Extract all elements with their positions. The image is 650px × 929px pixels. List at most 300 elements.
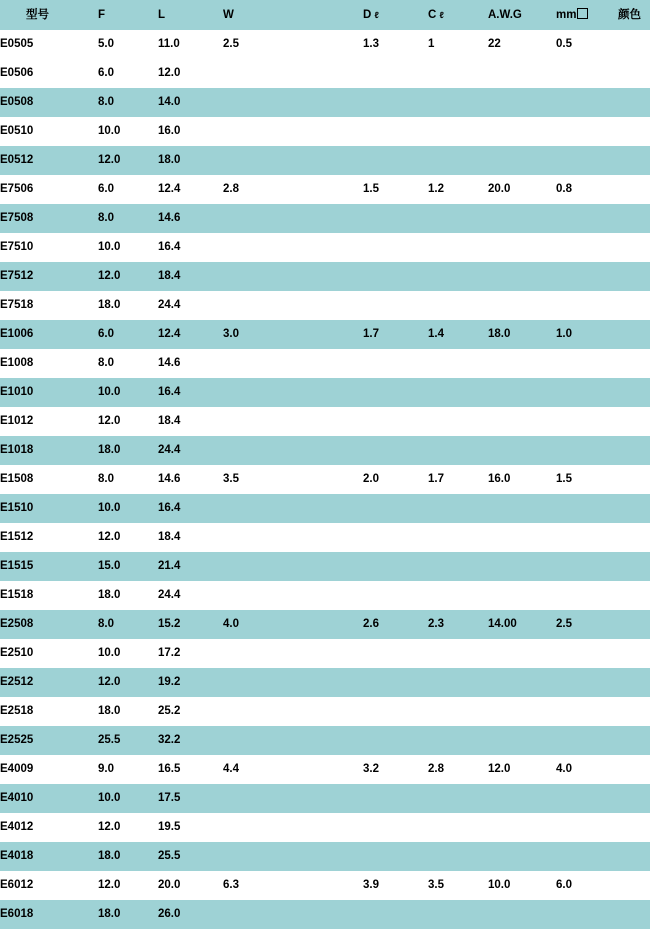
table-cell: 18.0: [98, 705, 121, 717]
table-cell: [428, 900, 488, 929]
table-cell: [223, 494, 363, 523]
table-cell: 32.2: [158, 734, 181, 746]
header-label: W: [223, 9, 234, 21]
table-cell: [556, 262, 618, 291]
table-cell: [428, 291, 488, 320]
table-cell: 2.0: [363, 473, 379, 485]
table-cell: 24.4: [158, 589, 181, 601]
table-cell: [223, 900, 363, 929]
cell-model: E0510: [0, 125, 34, 137]
table-cell: [556, 233, 618, 262]
table-cell: [223, 581, 363, 610]
table-cell: [428, 697, 488, 726]
table-cell: [618, 30, 650, 59]
table-cell: [488, 146, 556, 175]
table-cell: 14.00: [488, 618, 517, 630]
table-cell: [363, 900, 428, 929]
table-cell: 10.0: [488, 879, 511, 891]
table-cell: [363, 204, 428, 233]
table-cell: [556, 668, 618, 697]
cell-model: E1006: [0, 328, 34, 340]
table-cell: [428, 842, 488, 871]
cell-model: E1512: [0, 531, 34, 543]
table-cell: 1.2: [428, 183, 444, 195]
table-cell: [556, 900, 618, 929]
table-cell: [488, 378, 556, 407]
cell-model: E1012: [0, 415, 34, 427]
table-header-row: [0, 0, 650, 30]
cell-model: E0508: [0, 96, 34, 108]
table-cell: 2.3: [428, 618, 444, 630]
table-cell: 14.6: [158, 212, 181, 224]
table-cell: 3.5: [223, 473, 239, 485]
table-cell: 16.0: [488, 473, 511, 485]
table-cell: 8.0: [98, 618, 114, 630]
table-cell: [618, 494, 650, 523]
table-cell: [618, 784, 650, 813]
table-cell: 3.9: [363, 879, 379, 891]
table-cell: [428, 262, 488, 291]
table-cell: 8.0: [98, 212, 114, 224]
cell-model: E4012: [0, 821, 34, 833]
table-cell: [488, 88, 556, 117]
table-cell: 10.0: [98, 125, 121, 137]
table-cell: [556, 842, 618, 871]
table-cell: 12.4: [158, 183, 181, 195]
table-cell: 4.0: [556, 763, 572, 775]
table-cell: [363, 494, 428, 523]
table-cell: [363, 59, 428, 88]
table-cell: 16.4: [158, 502, 181, 514]
table-cell: 26.0: [158, 908, 181, 920]
table-cell: [363, 233, 428, 262]
table-cell: 0.5: [556, 38, 572, 50]
table-row: [0, 291, 650, 320]
table-cell: [363, 523, 428, 552]
cell-model: E2510: [0, 647, 34, 659]
table-cell: [223, 697, 363, 726]
table-cell: [556, 552, 618, 581]
table-cell: [428, 204, 488, 233]
table-cell: [428, 117, 488, 146]
table-cell: [488, 117, 556, 146]
table-cell: [223, 59, 363, 88]
table-cell: 12.0: [98, 531, 121, 543]
table-row: [0, 175, 650, 204]
table-cell: [363, 726, 428, 755]
table-cell: [556, 378, 618, 407]
table-cell: [556, 117, 618, 146]
table-cell: [223, 349, 363, 378]
table-cell: [618, 465, 650, 494]
square-box-icon: [577, 8, 588, 19]
table-cell: 25.5: [158, 850, 181, 862]
table-cell: 11.0: [158, 38, 180, 50]
table-cell: [223, 639, 363, 668]
table-cell: [488, 204, 556, 233]
table-cell: 8.0: [98, 357, 114, 369]
cell-model: E7506: [0, 183, 34, 195]
table-row: [0, 726, 650, 755]
cell-model: E0505: [0, 38, 34, 50]
table-row: [0, 262, 650, 291]
cell-model: E4010: [0, 792, 34, 804]
table-cell: [556, 407, 618, 436]
table-cell: [618, 407, 650, 436]
table-cell: [428, 59, 488, 88]
table-cell: [556, 639, 618, 668]
table-cell: [428, 523, 488, 552]
table-cell: 18.0: [158, 154, 181, 166]
table-cell: [223, 146, 363, 175]
table-cell: [428, 436, 488, 465]
header-c: [428, 0, 488, 30]
table-cell: [618, 523, 650, 552]
cell-model: E1018: [0, 444, 34, 456]
table-cell: [223, 436, 363, 465]
table-cell: [223, 726, 363, 755]
table-cell: 1.7: [363, 328, 379, 340]
table-cell: 6.0: [556, 879, 572, 891]
table-cell: [363, 117, 428, 146]
table-cell: [556, 59, 618, 88]
table-cell: [363, 784, 428, 813]
table-cell: 14.6: [158, 473, 181, 485]
table-cell: 21.4: [158, 560, 181, 572]
table-cell: 12.0: [158, 67, 181, 79]
table-row: [0, 668, 650, 697]
table-cell: 17.5: [158, 792, 181, 804]
table-row: [0, 465, 650, 494]
cell-model: E1515: [0, 560, 34, 572]
table-cell: [556, 88, 618, 117]
table-cell: [488, 436, 556, 465]
table-row: [0, 523, 650, 552]
table-cell: [618, 117, 650, 146]
table-row: [0, 378, 650, 407]
table-cell: 12.4: [158, 328, 181, 340]
table-cell: [618, 88, 650, 117]
table-row: [0, 813, 650, 842]
header-label: F: [98, 9, 106, 21]
cell-model: E2512: [0, 676, 34, 688]
table-cell: 17.2: [158, 647, 181, 659]
table-cell: 2.8: [223, 183, 239, 195]
table-row: [0, 581, 650, 610]
table-cell: 15.2: [158, 618, 181, 630]
table-cell: [363, 291, 428, 320]
table-cell: 2.6: [363, 618, 379, 630]
table-cell: [618, 378, 650, 407]
table-row: [0, 755, 650, 784]
table-cell: [618, 813, 650, 842]
header-awg: [488, 0, 556, 30]
table-cell: [556, 146, 618, 175]
table-cell: 1.3: [363, 38, 379, 50]
header-l: [158, 0, 223, 30]
table-cell: 18.4: [158, 415, 181, 427]
header-model: [0, 0, 98, 30]
table-cell: 12.0: [98, 154, 121, 166]
table-cell: [556, 581, 618, 610]
table-cell: [488, 523, 556, 552]
table-row: [0, 697, 650, 726]
table-cell: 18.0: [98, 589, 121, 601]
header-f: [98, 0, 158, 30]
table-cell: 2.5: [556, 618, 572, 630]
header-label: 颜色: [618, 9, 641, 21]
table-cell: [488, 407, 556, 436]
table-row: [0, 842, 650, 871]
table-cell: [488, 842, 556, 871]
table-cell: 6.0: [98, 67, 114, 79]
table-cell: [618, 291, 650, 320]
table-cell: [618, 610, 650, 639]
table-cell: [223, 88, 363, 117]
table-cell: 1.4: [428, 328, 444, 340]
table-cell: [488, 233, 556, 262]
table-cell: [556, 436, 618, 465]
table-cell: [363, 639, 428, 668]
table-row: [0, 204, 650, 233]
table-cell: [556, 494, 618, 523]
table-cell: [618, 233, 650, 262]
table-cell: 18.4: [158, 270, 181, 282]
cell-model: E1518: [0, 589, 34, 601]
table-cell: [428, 668, 488, 697]
table-cell: [556, 697, 618, 726]
header-label: A.W.G: [488, 9, 522, 21]
table-cell: [223, 784, 363, 813]
table-cell: [223, 523, 363, 552]
table-cell: [618, 697, 650, 726]
table-cell: [363, 813, 428, 842]
table-cell: 12.0: [98, 676, 121, 688]
table-cell: 12.0: [98, 821, 121, 833]
cell-model: E7512: [0, 270, 34, 282]
table-cell: [618, 726, 650, 755]
table-cell: [488, 813, 556, 842]
table-cell: [223, 552, 363, 581]
table-cell: [488, 59, 556, 88]
table-cell: [428, 813, 488, 842]
table-cell: 24.4: [158, 444, 181, 456]
cell-model: E1510: [0, 502, 34, 514]
table-cell: [428, 88, 488, 117]
table-cell: [618, 552, 650, 581]
table-cell: [428, 552, 488, 581]
table-row: [0, 117, 650, 146]
table-body: [0, 30, 650, 929]
cell-model: E1508: [0, 473, 34, 485]
table-cell: [618, 175, 650, 204]
header-label: 型号: [26, 9, 49, 21]
table-cell: [488, 494, 556, 523]
table-cell: [363, 262, 428, 291]
cell-model: E2508: [0, 618, 34, 630]
header-label: L: [158, 9, 166, 21]
table-row: [0, 349, 650, 378]
table-cell: [428, 494, 488, 523]
table-row: [0, 436, 650, 465]
table-cell: [618, 146, 650, 175]
table-cell: 5.0: [98, 38, 114, 50]
table-cell: [488, 552, 556, 581]
table-row: [0, 610, 650, 639]
cell-model: E6012: [0, 879, 34, 891]
table-cell: 1: [428, 38, 435, 50]
table-cell: [488, 697, 556, 726]
table-cell: [618, 204, 650, 233]
table-row: [0, 88, 650, 117]
table-cell: [618, 349, 650, 378]
table-row: [0, 871, 650, 900]
table-cell: 3.0: [223, 328, 239, 340]
table-cell: 18.0: [488, 328, 511, 340]
table-row: [0, 233, 650, 262]
table-cell: [618, 59, 650, 88]
table-cell: [363, 407, 428, 436]
header-mm: [556, 0, 618, 30]
table-cell: [363, 552, 428, 581]
table-cell: [618, 436, 650, 465]
table-cell: 19.2: [158, 676, 181, 688]
table-cell: [488, 726, 556, 755]
cell-model: E7508: [0, 212, 34, 224]
table-cell: [363, 146, 428, 175]
table-cell: [488, 639, 556, 668]
table-cell: 0.8: [556, 183, 572, 195]
table-cell: [618, 320, 650, 349]
table-header: [0, 0, 650, 30]
table-cell: [223, 291, 363, 320]
table-cell: 15.0: [98, 560, 121, 572]
header-subscript: ℓ: [374, 10, 379, 20]
table-cell: [556, 726, 618, 755]
table-cell: [428, 378, 488, 407]
table-cell: [223, 233, 363, 262]
table-cell: [556, 349, 618, 378]
table-cell: [363, 668, 428, 697]
table-row: [0, 320, 650, 349]
table-cell: [428, 639, 488, 668]
table-cell: [223, 204, 363, 233]
table-cell: [618, 842, 650, 871]
cell-model: E6018: [0, 908, 34, 920]
table-cell: 25.2: [158, 705, 181, 717]
table-cell: 3.2: [363, 763, 379, 775]
table-cell: [363, 378, 428, 407]
table-cell: 10.0: [98, 792, 121, 804]
table-cell: [556, 291, 618, 320]
cell-model: E1008: [0, 357, 34, 369]
table-cell: 1.0: [556, 328, 572, 340]
header-w: [223, 0, 363, 30]
table-cell: [428, 726, 488, 755]
table-cell: [618, 262, 650, 291]
table-cell: 18.0: [98, 299, 121, 311]
table-cell: 14.0: [158, 96, 181, 108]
table-cell: 12.0: [98, 415, 121, 427]
table-cell: [618, 581, 650, 610]
table-cell: 3.5: [428, 879, 444, 891]
table-cell: [488, 668, 556, 697]
table-row: [0, 407, 650, 436]
table-cell: [428, 349, 488, 378]
table-cell: 16.5: [158, 763, 181, 775]
table-cell: 19.5: [158, 821, 181, 833]
table-cell: 12.0: [98, 879, 121, 891]
table-cell: 10.0: [98, 502, 121, 514]
table-cell: [223, 668, 363, 697]
cell-model: E2518: [0, 705, 34, 717]
table-cell: [618, 871, 650, 900]
table-cell: 6.0: [98, 183, 114, 195]
table-cell: 6.0: [98, 328, 114, 340]
table-cell: [363, 88, 428, 117]
table-cell: [363, 349, 428, 378]
table-cell: 16.4: [158, 241, 181, 253]
table-cell: 8.0: [98, 96, 114, 108]
table-cell: 25.5: [98, 734, 121, 746]
table-cell: [488, 581, 556, 610]
table-cell: [363, 581, 428, 610]
table-cell: [556, 813, 618, 842]
table-cell: [556, 523, 618, 552]
cell-model: E0512: [0, 154, 34, 166]
header-color: [618, 0, 650, 30]
table-cell: [488, 784, 556, 813]
table-row: [0, 639, 650, 668]
header-subscript: ℓ: [439, 10, 444, 20]
table-cell: [428, 784, 488, 813]
table-row: [0, 900, 650, 929]
cell-model: E7510: [0, 241, 34, 253]
table-row: [0, 146, 650, 175]
table-cell: [363, 697, 428, 726]
table-cell: [223, 813, 363, 842]
table-cell: 10.0: [98, 386, 121, 398]
cell-model: E2525: [0, 734, 34, 746]
table-cell: 1.7: [428, 473, 444, 485]
header-label: mm: [556, 9, 577, 21]
table-row: [0, 494, 650, 523]
table-row: [0, 552, 650, 581]
table-cell: 4.4: [223, 763, 239, 775]
table-cell: [223, 842, 363, 871]
table-cell: 18.0: [98, 908, 121, 920]
table-cell: 12.0: [98, 270, 121, 282]
table-row: [0, 59, 650, 88]
table-cell: 16.4: [158, 386, 181, 398]
table-cell: 2.8: [428, 763, 444, 775]
table-cell: 10.0: [98, 241, 121, 253]
table-cell: 18.0: [98, 444, 121, 456]
cell-model: E7518: [0, 299, 34, 311]
table-cell: [618, 755, 650, 784]
table-cell: [488, 262, 556, 291]
table-cell: [363, 842, 428, 871]
table-row: [0, 784, 650, 813]
table-cell: [428, 407, 488, 436]
table-cell: 22: [488, 38, 501, 50]
table-cell: [556, 204, 618, 233]
table-cell: 12.0: [488, 763, 511, 775]
table-cell: 6.3: [223, 879, 239, 891]
table-cell: 18.4: [158, 531, 181, 543]
table-cell: [488, 900, 556, 929]
table-cell: 9.0: [98, 763, 114, 775]
